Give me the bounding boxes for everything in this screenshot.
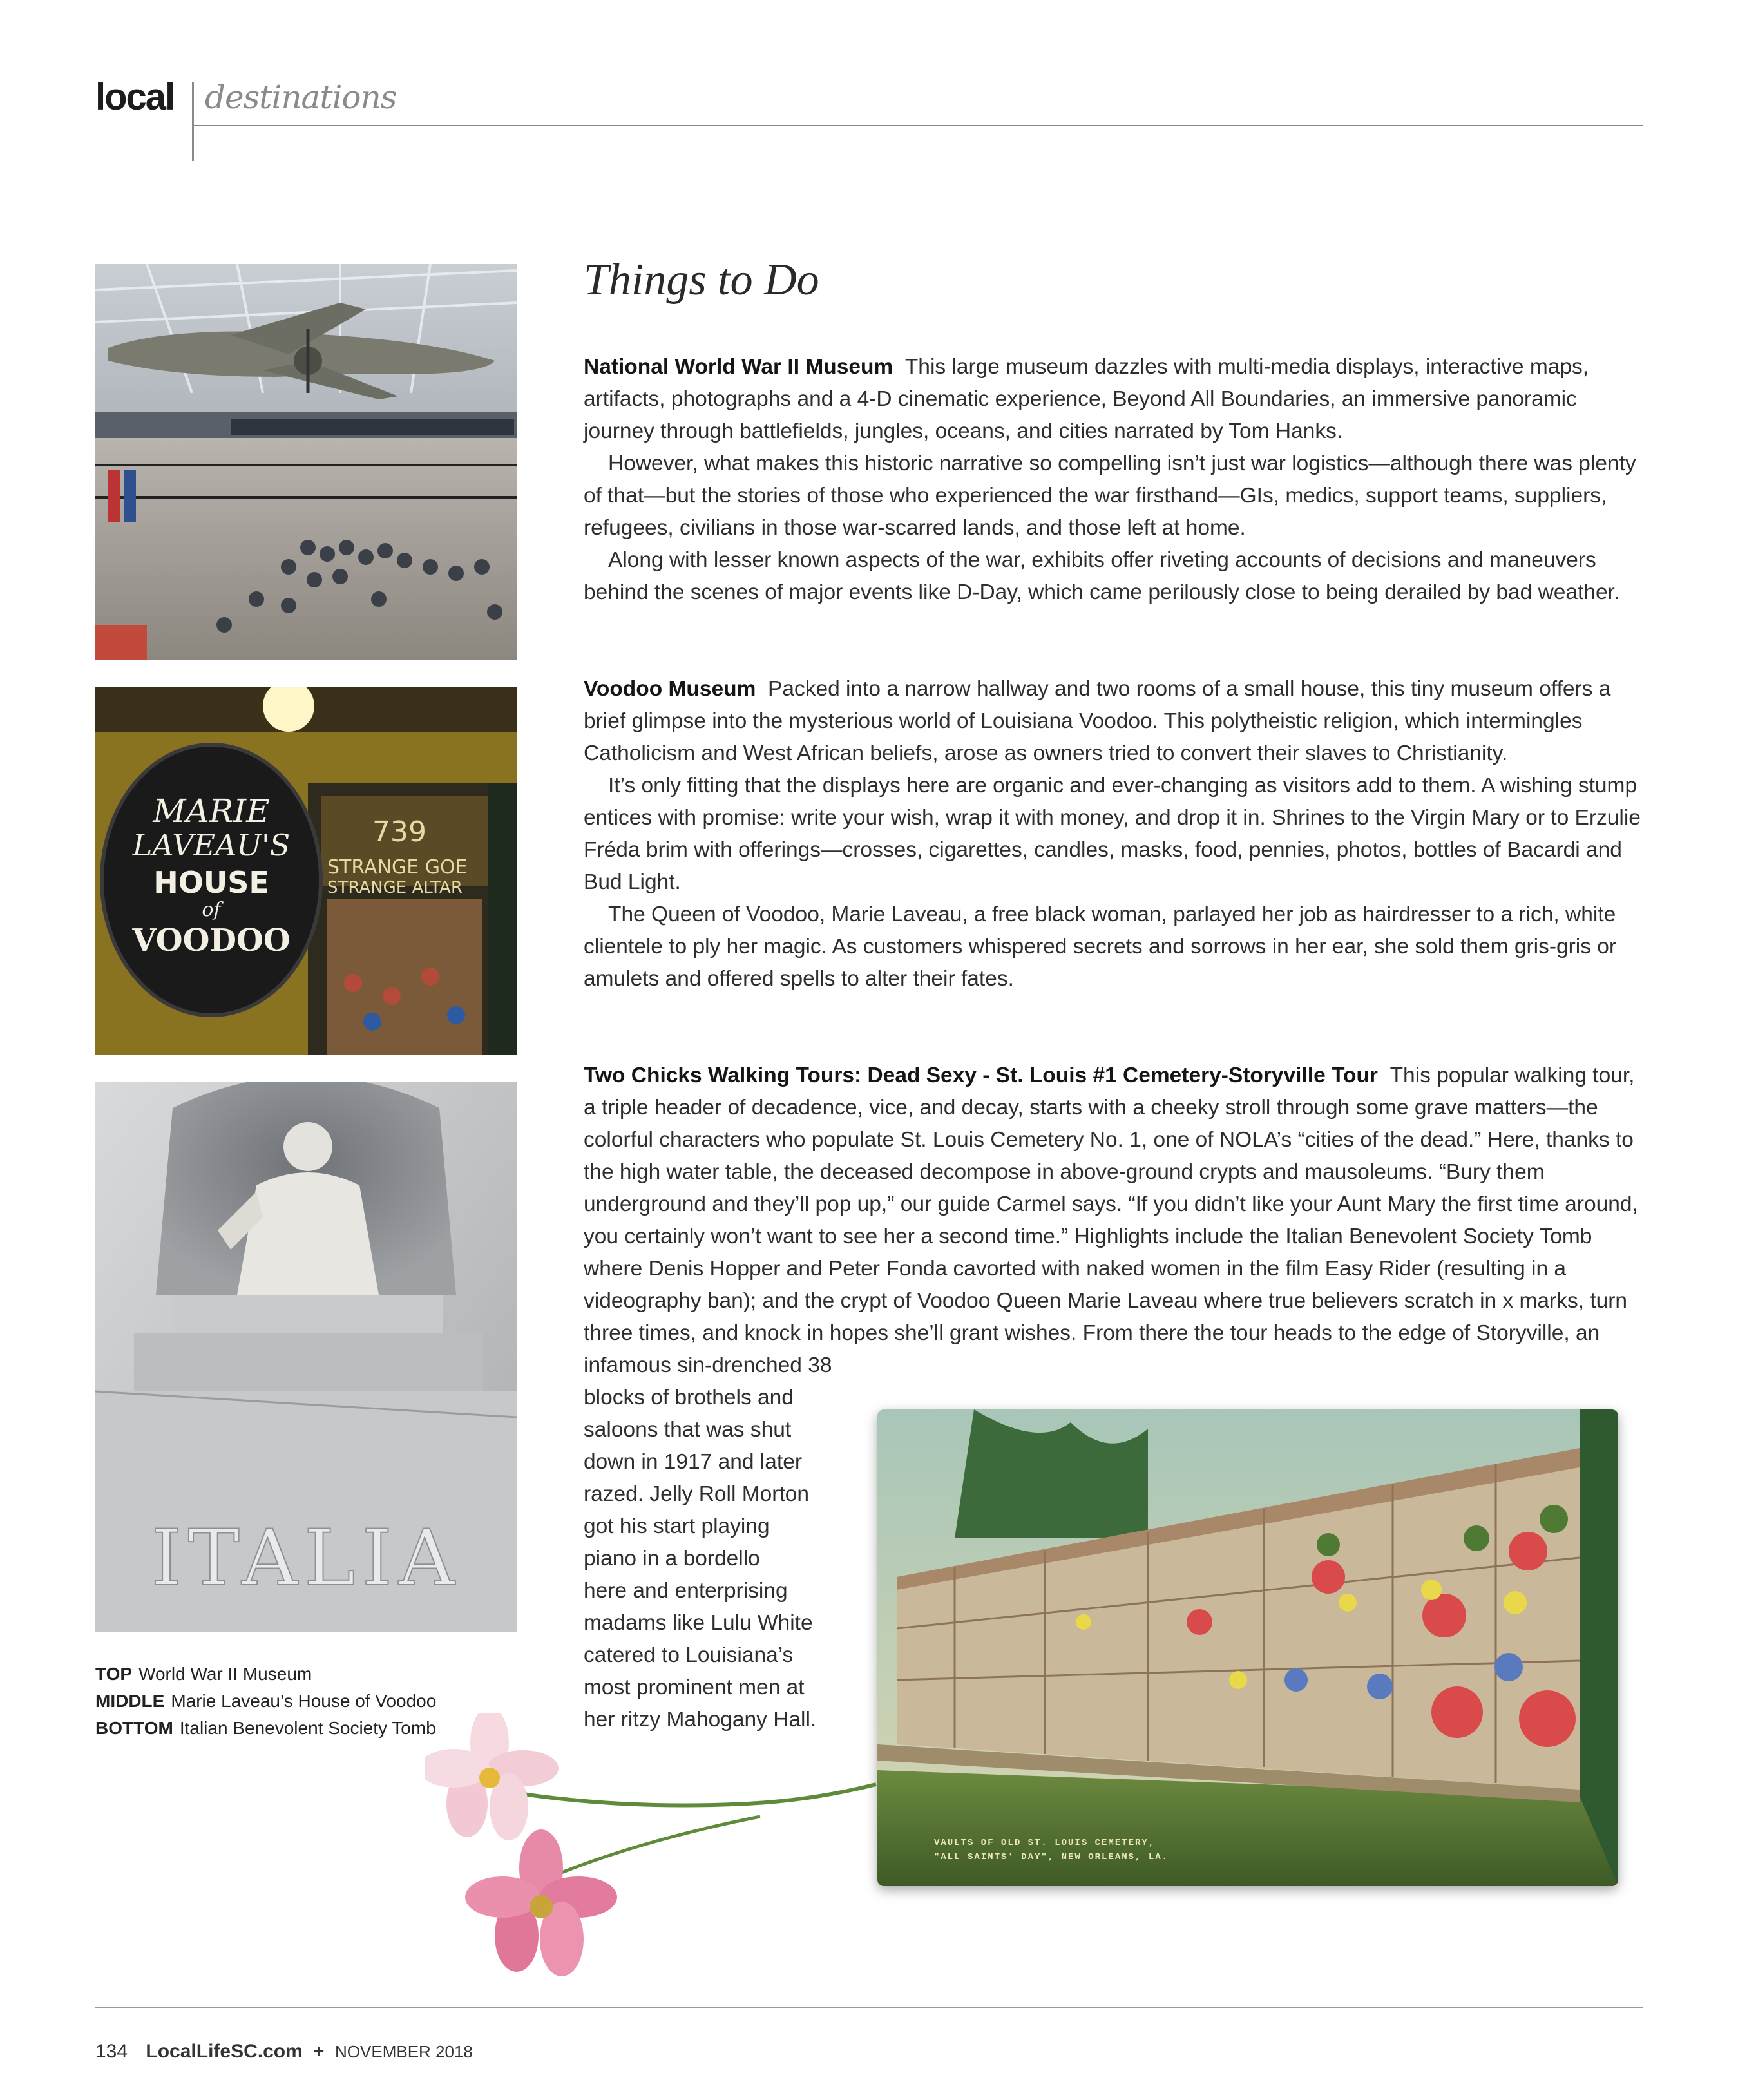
- caption-top: [95, 1661, 495, 1688]
- page-title: Things to Do: [584, 255, 819, 305]
- page-footer: [95, 2042, 473, 2061]
- voodoo-door-text-1: STRANGE GOE: [327, 856, 468, 879]
- caption-middle: [95, 1688, 495, 1715]
- entry-heading: National World War II Museum: [584, 355, 893, 379]
- text-line: madams like Lulu White: [584, 1611, 813, 1635]
- entry-walking-tours: [584, 1060, 1647, 1382]
- sign-line-5: VOODOO: [132, 922, 291, 959]
- postcard-cemetery-vaults: [877, 1409, 1618, 1886]
- entry-text: This large museum dazzles with multi-media displays, interactive maps, artifacts, photographs and a 4-D cinematic experience, Beyond All Boundaries, an immersive panoramic journey through battlefields, jungles, oceans, and cities narrated by Tom Hanks.: [584, 355, 1589, 443]
- text-line: razed. Jelly Roll Morton: [584, 1482, 810, 1506]
- tomb-inscription: ITALIA: [151, 1514, 461, 1603]
- entry-text: Along with lesser known aspects of the war, exhibits offer riveting accounts of decisions and maneuvers behind the scenes of major events like D-Day, which came perilously close to being derailed by bad weather.: [584, 548, 1620, 604]
- caption-text: Marie Laveau’s House of Voodoo: [171, 1691, 437, 1711]
- entry-walking-tours-continued: [584, 1382, 841, 1736]
- footer-rule: [95, 2007, 1643, 2008]
- header-rule: [192, 125, 1643, 126]
- postcard-caption: [934, 1836, 1169, 1864]
- text-line: piano in a bordello: [584, 1547, 760, 1570]
- sign-line-1: MARIE: [153, 792, 270, 830]
- caption-label: BOTTOM: [95, 1718, 173, 1738]
- entry-text: The Queen of Voodoo, Marie Laveau, a free black woman, parlayed her job as hairdresser to a rich, white clientele to ply her magic. As customers whispered secrets and sorrows in her ear, she sold them gris-gris or amulets and offered spells to alter their fates.: [584, 902, 1617, 991]
- section-label: destinations: [205, 79, 397, 116]
- decorative-flowers: [425, 1713, 915, 1984]
- text-line: down in 1917 and later: [584, 1450, 802, 1474]
- entry-voodoo-museum: [584, 673, 1647, 995]
- sign-line-4: of: [202, 899, 221, 921]
- photo-wwii-museum: [95, 264, 517, 660]
- flower-icon: [465, 1829, 617, 1976]
- entry-heading: Voodoo Museum: [584, 677, 756, 701]
- brand-logo: local: [95, 76, 175, 118]
- caption-label: TOP: [95, 1664, 133, 1684]
- entry-text: This popular walking tour, a triple header of decadence, vice, and decay, starts with a cheeky stroll through some grave matters—the colorful characters who populate St. Louis Cemetery No. 1, one of NOLA’s “cities of the dead.” Here, thanks to the high water table, the deceased decompose in above-ground crypts and mausoleums. “Bury them underground and they’ll pop up,” our guide Carmel says. “If you didn’t like your Aunt Mary the first time around, you certainly won’t want to see her a second time.” Highlights include the Italian Benevolent Society Tomb where Denis Hopper and Peter Fonda cavorted with naked women in the film Easy Rider (resulting in a videography ban); and the crypt of Voodoo Queen Marie Laveau where true believers scratch in x marks, turn three times, and knock in hopes she’ll grant wishes. From there the tour heads to the edge of Storyville, an infamous sin-drenched 38: [584, 1064, 1638, 1377]
- voodoo-number: 739: [372, 816, 426, 848]
- site-name: LocalLifeSC.com: [146, 2041, 303, 2062]
- postcard-caption-line: VAULTS OF OLD ST. LOUIS CEMETERY,: [934, 1838, 1156, 1848]
- sign-line-3: HOUSE: [153, 865, 269, 900]
- text-line: saloons that was shut: [584, 1418, 792, 1442]
- caption-text: Italian Benevolent Society Tomb: [179, 1718, 436, 1738]
- text-line: got his start playing: [584, 1514, 770, 1538]
- entry-heading: Two Chicks Walking Tours: Dead Sexy - St. Louis #1 Cemetery-Storyville Tour: [584, 1064, 1378, 1087]
- voodoo-door-text-2: STRANGE ALTAR: [327, 878, 463, 897]
- caption-text: World War II Museum: [138, 1664, 312, 1684]
- postcard-caption-line: "ALL SAINTS' DAY", NEW ORLEANS, LA.: [934, 1852, 1169, 1862]
- text-line: her ritzy Mahogany Hall.: [584, 1708, 817, 1732]
- photo-voodoo-house: [95, 687, 517, 1055]
- text-line: most prominent men at: [584, 1675, 805, 1699]
- flower-icon: [425, 1713, 559, 1840]
- page-number: 134: [95, 2041, 128, 2062]
- issue-date: NOVEMBER 2018: [335, 2042, 473, 2061]
- caption-label: MIDDLE: [95, 1691, 165, 1711]
- sign-line-2: LAVEAU'S: [132, 828, 291, 863]
- entry-text: However, what makes this historic narrative so compelling isn’t just war logistics—although there was plenty of that—but the stories of those who experienced the war firsthand—GIs, medics, support teams, suppliers, refugees, civilians in those war-scarred lands, and those left at home.: [584, 452, 1636, 540]
- text-line: blocks of brothels and: [584, 1386, 794, 1409]
- footer-separator: +: [313, 2041, 325, 2062]
- entry-text: It’s only fitting that the displays here are organic and ever-changing as visitors add to them. A wishing stump entices with promise: write your wish, wrap it with money, and drop it in. Shrines to the Virgin Mary or to Erzulie Fréda brim with offerings—crosses, cigarettes, candles, masks, food, pennies, photos, bottles of Bacardi and Bud Light.: [584, 774, 1641, 894]
- photo-italia-tomb: [95, 1082, 517, 1632]
- entry-text: Packed into a narrow hallway and two rooms of a small house, this tiny museum offers a brief glimpse into the mysterious world of Louisiana Voodoo. This polytheistic religion, which intermingles Catholicism and West African beliefs, arose as owners tried to convert their slaves to Christianity.: [584, 677, 1611, 765]
- entry-wwii-museum: [584, 351, 1647, 609]
- text-line: here and enterprising: [584, 1579, 788, 1603]
- text-line: catered to Louisiana’s: [584, 1643, 794, 1667]
- header-divider: [192, 82, 194, 161]
